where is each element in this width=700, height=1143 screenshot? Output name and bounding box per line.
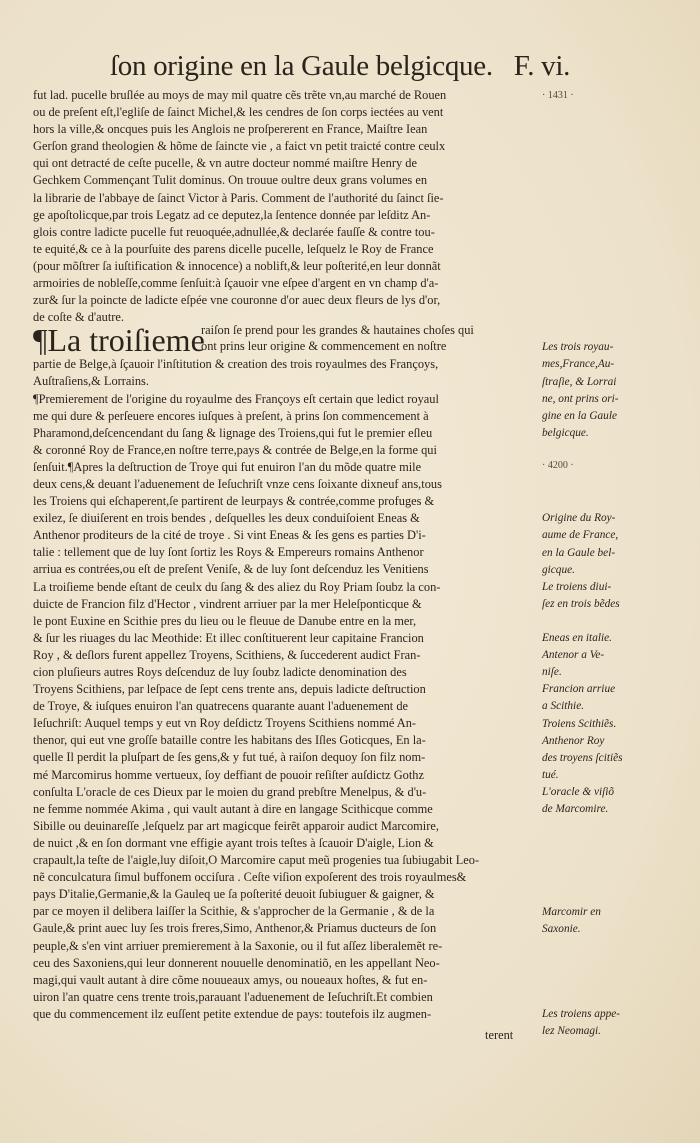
margin-note: aume de France, [542, 529, 619, 542]
margin-note: lez Neomagi. [542, 1025, 601, 1038]
text-line: Ieſuchriſt: Auquel temps y eut vn Roy deſdictz Troyens Scithiens nommé An- [33, 716, 417, 731]
margin-note: Antenor a Ve- [542, 649, 605, 662]
margin-note: Marcomir en [542, 905, 601, 918]
text-line: thenor, qui eut vne groſſe bataille contre les habitans des Iſles Goticques, En la- [33, 733, 426, 748]
text-line: glois contre ladicte pucelle fut reuoquée,adnullée,& declarée fauſſe & contre tou- [33, 224, 435, 239]
text-line: deux cens,& deuant l'aduenement de Ieſuchriſt vnze cens ſoixante dixneuf ans,tous [33, 476, 442, 491]
margin-note: Eneas en italie. [542, 632, 612, 644]
text-line: quelle Il perdit la pluſpart de ſes gens,& y fut tué, à raiſon dequoy ſon filz nom- [33, 750, 426, 765]
text-line: & coronné Roy de France,en noſtre terre,pays & contrée de Belge,en la forme qui [33, 442, 437, 457]
margin-note: ſtraſie, & Lorrai [542, 375, 617, 388]
margin-note: gicque. [542, 563, 575, 576]
text-line: Gaule,& print auec luy ſes trois freres,Simo, Anthenor,& Priamus ducteurs de ſon [33, 921, 437, 936]
text-line: que du commencement ilz euſſent petite extendue de pays: toutefois ilz augmen- [33, 1006, 432, 1021]
text-line: nẽ conculcatura ſimul buffonem occiſura . Ceſte viſion expoſerent des trois royaulmes& [33, 870, 467, 885]
text-line: (pour mõſtrer ſa iuſtification & innocence) a noblift,& leur poſterité,en leur donnãt [33, 258, 441, 273]
text-line: Sibille ou deuinareſſe ,leſquelz par art magicque feirẽt apparoir audict Marcomire, [33, 818, 439, 833]
text-line: talie : tellement que de luy ſont ſortiz les Roys & Empereurs romains Anthenor [33, 545, 424, 560]
margin-note: Origine du Roy- [542, 512, 616, 525]
text-line: hors la ville,& oncques puis les Anglois ne proſpererent en France, Maiſtre Iean [33, 122, 428, 137]
text-line: par ce moyen il delibera laiſſer la Scithie, & s'approcher de la Germanie , & de la [33, 904, 435, 919]
margin-note: tué. [542, 768, 559, 781]
margin-note: Saxonie. [542, 922, 581, 935]
margin-note: Francion arriue [542, 683, 616, 696]
text-line: armoiries de nobleſſe,comme ſenſuit:à ſçauoir vne eſpee d'argent en vn champ d'a- [33, 276, 439, 291]
running-header [110, 50, 610, 83]
text-line: partie de Belge,à ſçauoir l'inſtitution & creation des trois royaulmes des Françoys, [33, 357, 439, 372]
margin-note: ſez en trois bẽdes [542, 597, 620, 610]
margin-note: mes,France,Au- [542, 358, 615, 371]
text-line: ge apoſtolicque,par trois Legatz ad ce deputez,la ſentence donnée par leſditz An- [33, 207, 431, 222]
text-line: le pont Euxine en Scithie pres du lieu ou le fleuue de Danube entre en la mer, [33, 613, 417, 628]
text-line: ¶Premierement de l'origine du royaulme des Françoys eſt certain que ledict royaul [33, 391, 439, 406]
margin-note: ne, ont prins ori- [542, 392, 619, 405]
text-line: de nuict ,& en ſon dormant vne effigie ayant trois teſtes à ſcauoir D'aigle, Lion & [33, 835, 434, 850]
text-line: Anthenor proditeurs de la cité de troye . Si vint Eneas & ſes gens es parties D'i- [33, 528, 426, 543]
text-line: conſulta L'oracle de ces Dieux par le moien du grand prebſtre Menelpus, & d'u- [33, 784, 427, 799]
text-line: ne femme nommée Akima , qui vault autant à dire en langage Scithicque comme [33, 801, 433, 816]
paragraph-three-kingdoms [33, 356, 541, 1023]
text-line: magi,qui vault autant à dire cõme nouueaux amys, ou noueaux hoſtes, & fut en- [33, 972, 428, 987]
dropcap-line-text-2: ont prins leur origine & commencement en noſtre [201, 339, 447, 354]
margin-date: · 4200 · [542, 460, 574, 471]
running-title: ſon origine en la Gaule belgicque. [110, 50, 493, 82]
margin-note: des troyens ſcitiẽs [542, 751, 623, 764]
text-line: zur& ſur la poincte de ladicte eſpée vne couronne d'or auec deux fleurs de lys d'or, [33, 293, 441, 308]
dropcap-heading: ¶La troiſieme [33, 322, 205, 359]
text-line: peuple,& s'en vint arriuer premierement à la Saxonie, ou il fut aſſez liberalemẽt re- [33, 938, 443, 953]
text-line: mé Marcomirus homme vertueux, ſoy deffiant de pouoir reſiſter auſdictz Gothz [33, 767, 424, 782]
margin-note: en la Gaule bel- [542, 546, 616, 559]
margin-note: Troiens Scithiẽs. [542, 717, 617, 730]
text-line: la librarie de l'abbaye de ſainct Victor à Paris. Comment de l'authorité du ſainct ſie- [33, 190, 444, 205]
text-line: La troiſieme bende eſtant de ceulx du ſang & des aliez du Roy Priam ſoubz la con- [33, 579, 441, 594]
text-line: les Troiens qui eſchaperent,ſe partirent de leurpays & contrée,comme profuges & [33, 494, 435, 509]
text-line: Gechkem Commençant Tulit dominus. On trouue oultre deux grans volumes en [33, 173, 428, 188]
text-line: me qui dure & perſeuere encores iuſques à preſent, à prins ſon commencement à [33, 408, 429, 423]
dropcap-line-text-1: raiſon ſe prend pour les grandes & hautaines choſes qui [201, 323, 474, 338]
margin-note: niſe. [542, 666, 562, 679]
margin-note: Les troiens appe- [542, 1008, 621, 1021]
text-line: de coſte & d'autre. [33, 310, 124, 325]
text-line: fut lad. pucelle bruſlée au moys de may mil quatre cẽs trẽte vn,au marché de Rouen [33, 88, 447, 102]
text-line: de Troye, & iuſques enuiron l'an quatrecens quarante auant l'aduenement de [33, 699, 409, 714]
text-line: cion pluſieurs autres Roys deſcenduz de luy ſoubz ladicte denomination des [33, 665, 407, 679]
text-line: te equité,& ce à la pourſuite des parens dicelle pucelle, leſquelz le Roy de France [33, 241, 434, 256]
text-line: crapault,la teſte de l'aigle,luy diſoit,O Marcomire caput meũ progenies tua ſubiugabit Leo- [33, 853, 480, 868]
dropcap-line [33, 322, 541, 359]
text-line: exilez, ſe diuiſerent en trois bendes , deſquelles les deux conduiſoient Eneas & [33, 511, 420, 526]
margin-note: Le troiens diui- [542, 580, 612, 593]
main-text-column [33, 87, 541, 1023]
folio-number: F. vi. [513, 50, 571, 82]
text-line: arriua es contrées,ou eſt de preſent Veniſe, & de luy ſont deſcenduz les Venitiens [33, 562, 429, 577]
text-line: qui ont detracté de ceſte pucelle, & vn autre docteur nommé maiſtre Henry de [33, 156, 417, 171]
margin-note: belgicque. [542, 426, 589, 439]
text-line: Gerſon grand theologien & hõme de ſaincte vie , a faict vn petit traicté contre ceulx [33, 139, 446, 154]
text-line: ſenſuit.¶Apres la deſtruction de Troye qui fut enuiron l'an du mõde quatre mile [33, 459, 422, 474]
paragraph-joan-of-arc [33, 87, 541, 326]
text-line: Auſtraſiens,& Lorrains. [33, 374, 149, 389]
margin-note: gine en la Gaule [542, 409, 617, 422]
margin-note: Les trois royau- [542, 341, 614, 354]
margin-date: · 1431 · [542, 90, 574, 101]
margin-note: Anthenor Roy [542, 734, 605, 747]
text-line: ou de preſent eſt,l'egliſe de ſainct Michel,& les cendres de ſon corps iectées au vent [33, 105, 444, 120]
text-line: duicte de Francion filz d'Hector , vindrent arriuer par la mer Heleſponticque & [33, 596, 422, 611]
text-line: Roy , & deſlors furent appellez Troyens, Scithiens, & ſuccederent audict Fran- [33, 647, 421, 662]
text-line: Troyens Scithiens, par leſpace de ſept cens trente ans, depuis ladicte deſtruction [33, 682, 426, 697]
text-line: & ſur les riuages du lac Meothide: Et illec conſtituerent leur capitaine Francion [33, 630, 424, 645]
catchword: terent [485, 1028, 514, 1042]
margin-note: a Scithie. [542, 700, 585, 713]
text-line: ceu des Saxoniens,qui leur donnerent nouuelle denominatiõ, en les appellant Neo- [33, 955, 440, 970]
margin-note: L'oracle & viſiõ [542, 785, 615, 798]
text-line: pays D'italie,Germanie,& la Gauleq ue ſa poſterité deuoit ſubiuguer & gaigner, & [33, 887, 435, 902]
text-line: uiron l'an quatre cens trente trois,parauant l'aduenement de Ieſuchriſt.Et combien [33, 989, 433, 1004]
margin-note: de Marcomire. [542, 803, 609, 815]
text-line: Pharamond,deſcencendant du ſang & lignage des Troiens,qui fut le premier eſleu [33, 425, 433, 440]
